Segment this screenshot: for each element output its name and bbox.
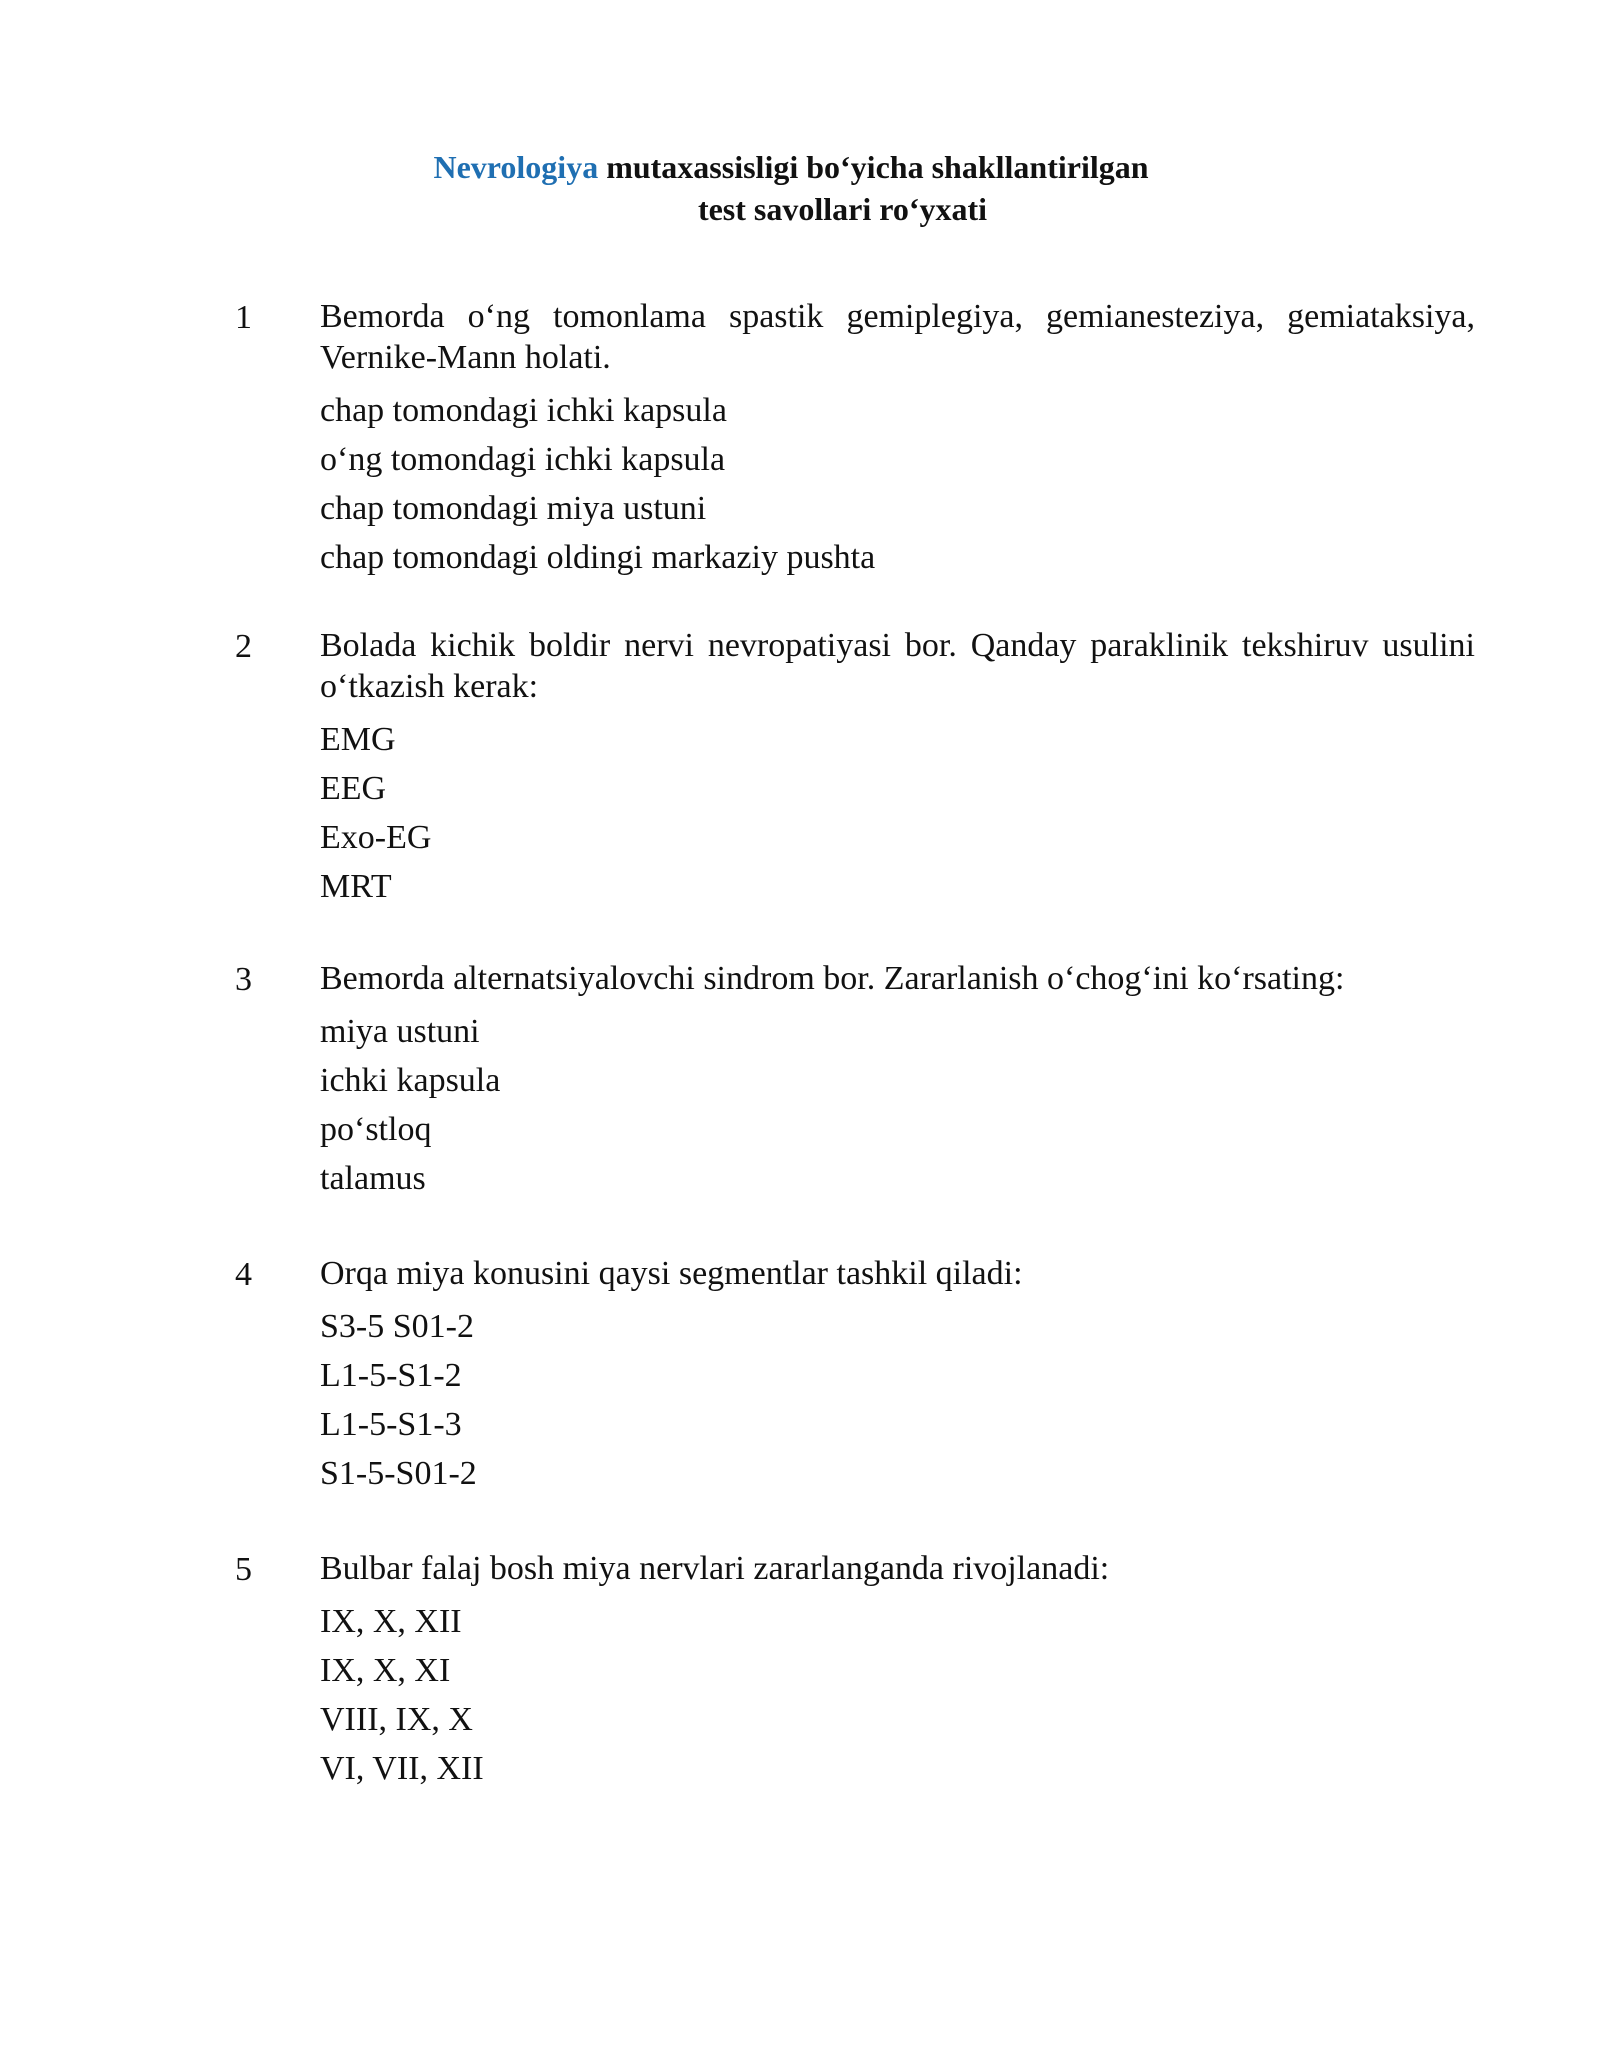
title-accent-word: Nevrologiya (433, 149, 599, 185)
title-line-1 (0, 146, 1600, 188)
answer-option: miya ustuni (320, 1013, 480, 1050)
answer-option: talamus (320, 1160, 426, 1197)
answer-option: IX, X, XII (320, 1603, 462, 1640)
question-body (320, 625, 1475, 911)
title-line-2: test savollari ro‘yxati (697, 191, 988, 227)
answer-option: EMG (320, 721, 396, 758)
answer-option: chap tomondagi ichki kapsula (320, 392, 727, 429)
answer-option: chap tomondagi oldingi markaziy pushta (320, 539, 876, 576)
answer-options (320, 715, 1475, 911)
answer-option: L1-5-S1-3 (320, 1406, 462, 1443)
answer-options (320, 386, 1475, 582)
answer-options (320, 1007, 1475, 1203)
answer-option: VIII, IX, X (320, 1701, 473, 1738)
answer-option: L1-5-S1-2 (320, 1357, 462, 1394)
answer-option: MRT (320, 868, 392, 905)
answer-options (320, 1302, 1475, 1498)
answer-option: IX, X, XI (320, 1652, 451, 1689)
question-text: Orqa miya konusini qaysi segmentlar tashkil qiladi: (320, 1255, 1023, 1292)
answer-option: po‘stloq (320, 1111, 432, 1148)
question-body (320, 958, 1475, 1203)
answer-option: Exo-EG (320, 819, 432, 856)
answer-option: S3-5 S01-2 (320, 1308, 474, 1345)
question-body (320, 296, 1475, 582)
answer-option: EEG (320, 770, 387, 807)
answer-option: chap tomondagi miya ustuni (320, 490, 707, 527)
question-number: 4 (235, 1256, 252, 1293)
question-text: Bulbar falaj bosh miya nervlari zararlanganda rivojlanadi: (320, 1550, 1110, 1587)
question-number: 3 (235, 961, 252, 998)
question-text: Bemorda alternatsiyalovchi sindrom bor. Zararlanish o‘chog‘ini ko‘rsating: (320, 960, 1345, 997)
question-number: 2 (235, 628, 252, 665)
title-line-1-rest: mutaxassisligi bo‘yicha shakllantirilgan (598, 149, 1149, 185)
answer-option: S1-5-S01-2 (320, 1455, 477, 1492)
question-number: 5 (235, 1551, 252, 1588)
question-text: Bolada kichik boldir nervi nevropatiyasi bor. Qanday paraklinik tekshiruv usulini o‘tkazish kerak: (320, 627, 1475, 705)
answer-option: VI, VII, XII (320, 1750, 484, 1787)
answer-options (320, 1597, 1475, 1793)
question-body (320, 1548, 1475, 1793)
question-text: Bemorda o‘ng tomonlama spastik gemiplegiya, gemianesteziya, gemiataksiya, Vernike-Mann holati. (320, 298, 1475, 376)
answer-option: o‘ng tomondagi ichki kapsula (320, 441, 726, 478)
question-number: 1 (235, 299, 252, 336)
question-body (320, 1253, 1475, 1498)
document-title (0, 146, 1600, 230)
answer-option: ichki kapsula (320, 1062, 501, 1099)
